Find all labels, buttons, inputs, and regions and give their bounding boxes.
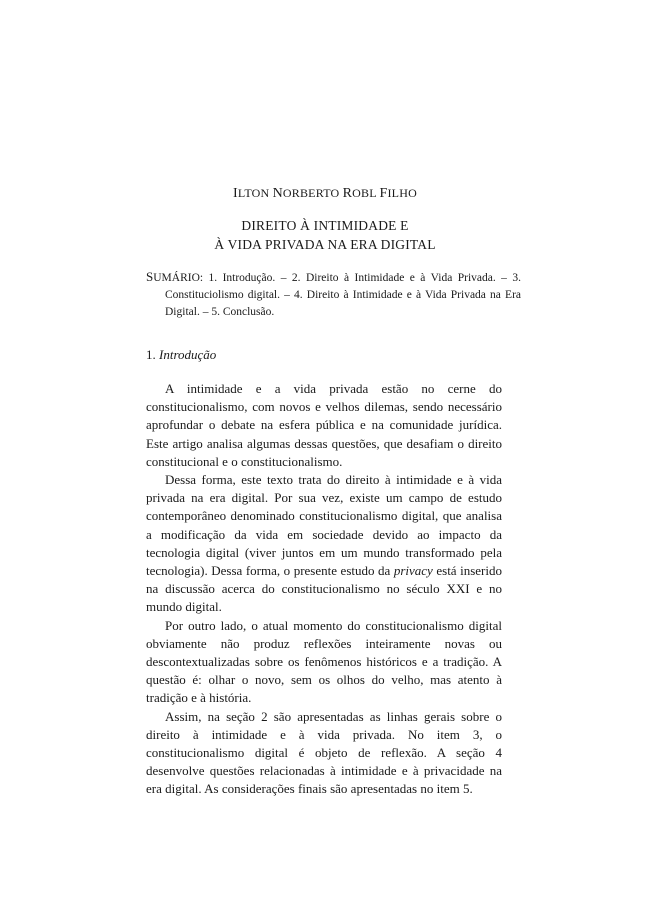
paragraph-2-text: Dessa forma, este texto trata do direito à intimidade e à vida privada na era digital. Por sua vez, existe um campo de estudo contemporâneo denominado constitucionalismo digital, que analisa a modificação da vida em sociedade devido ao impacto da tecnologia digital (viver juntos em um mundo transformado pela tecnologia). Dessa forma, o presente estudo da: [146, 472, 502, 579]
summary-label: UMÁRIO:: [153, 272, 204, 284]
section-number: 1.: [146, 347, 159, 362]
author-part: LTON: [237, 186, 273, 200]
section-heading: [146, 347, 216, 363]
paragraph-2-text-end: está inserido na discussão acerca do constitucionalismo no século XXI e no mundo digital.: [146, 563, 502, 615]
paragraph-2: [146, 471, 502, 617]
article-title-line-1: DIREITO À INTIMIDADE E: [241, 218, 409, 233]
table-of-contents-summary: [146, 268, 521, 321]
article-body: [146, 380, 502, 799]
author-part: OBL: [352, 186, 380, 200]
article-title-line-2: À VIDA PRIVADA NA ERA DIGITAL: [214, 237, 436, 252]
summary-text: 1. Introdução. – 2. Direito à Intimidade e à Vida Privada. – 3. Constituciolismo digital. – 4. Direito à Intimidade e à Vida Privada na Era Digital. – 5. Conclusão.: [165, 272, 521, 318]
author-initial: F: [379, 186, 388, 201]
author-initial: I: [233, 186, 238, 201]
paragraph-2-italic: privacy: [393, 563, 433, 579]
author-initial: R: [342, 186, 353, 201]
author-part: ILHO: [387, 186, 417, 200]
author-part: ORBERTO: [282, 186, 343, 200]
author-initial: N: [272, 186, 283, 201]
summary-label-initial: S: [146, 269, 154, 284]
article-title: [0, 216, 650, 254]
section-title: Introdução: [159, 347, 217, 362]
paragraph-1: A intimidade e a vida privada estão no cerne do constitucionalismo, com novos e velhos dilemas, sendo necessário aprofundar o debate na esfera pública e na comunidade jurídica. Este artigo analisa algumas dessas questões, que desafiam o direito constitucional e o constitucionalismo.: [146, 381, 502, 469]
paragraph-3: Por outro lado, o atual momento do constitucionalismo digital obviamente não produz reflexões inteiramente novas ou descontextualizadas sobre os fenômenos históricos e a tradição. A questão é: olhar o novo, sem os olhos do velho, mas atento à tradição e à história.: [146, 617, 502, 706]
author-name: [0, 186, 650, 202]
paragraph-4: Assim, na seção 2 são apresentadas as linhas gerais sobre o direito à intimidade e à vida privada. No item 3, o constitucionalismo digital é objeto de reflexão. A seção 4 desenvolve questões relacionadas à intimidade e à privacidade na era digital. As considerações finais são apresentadas no item 5.: [146, 708, 502, 797]
